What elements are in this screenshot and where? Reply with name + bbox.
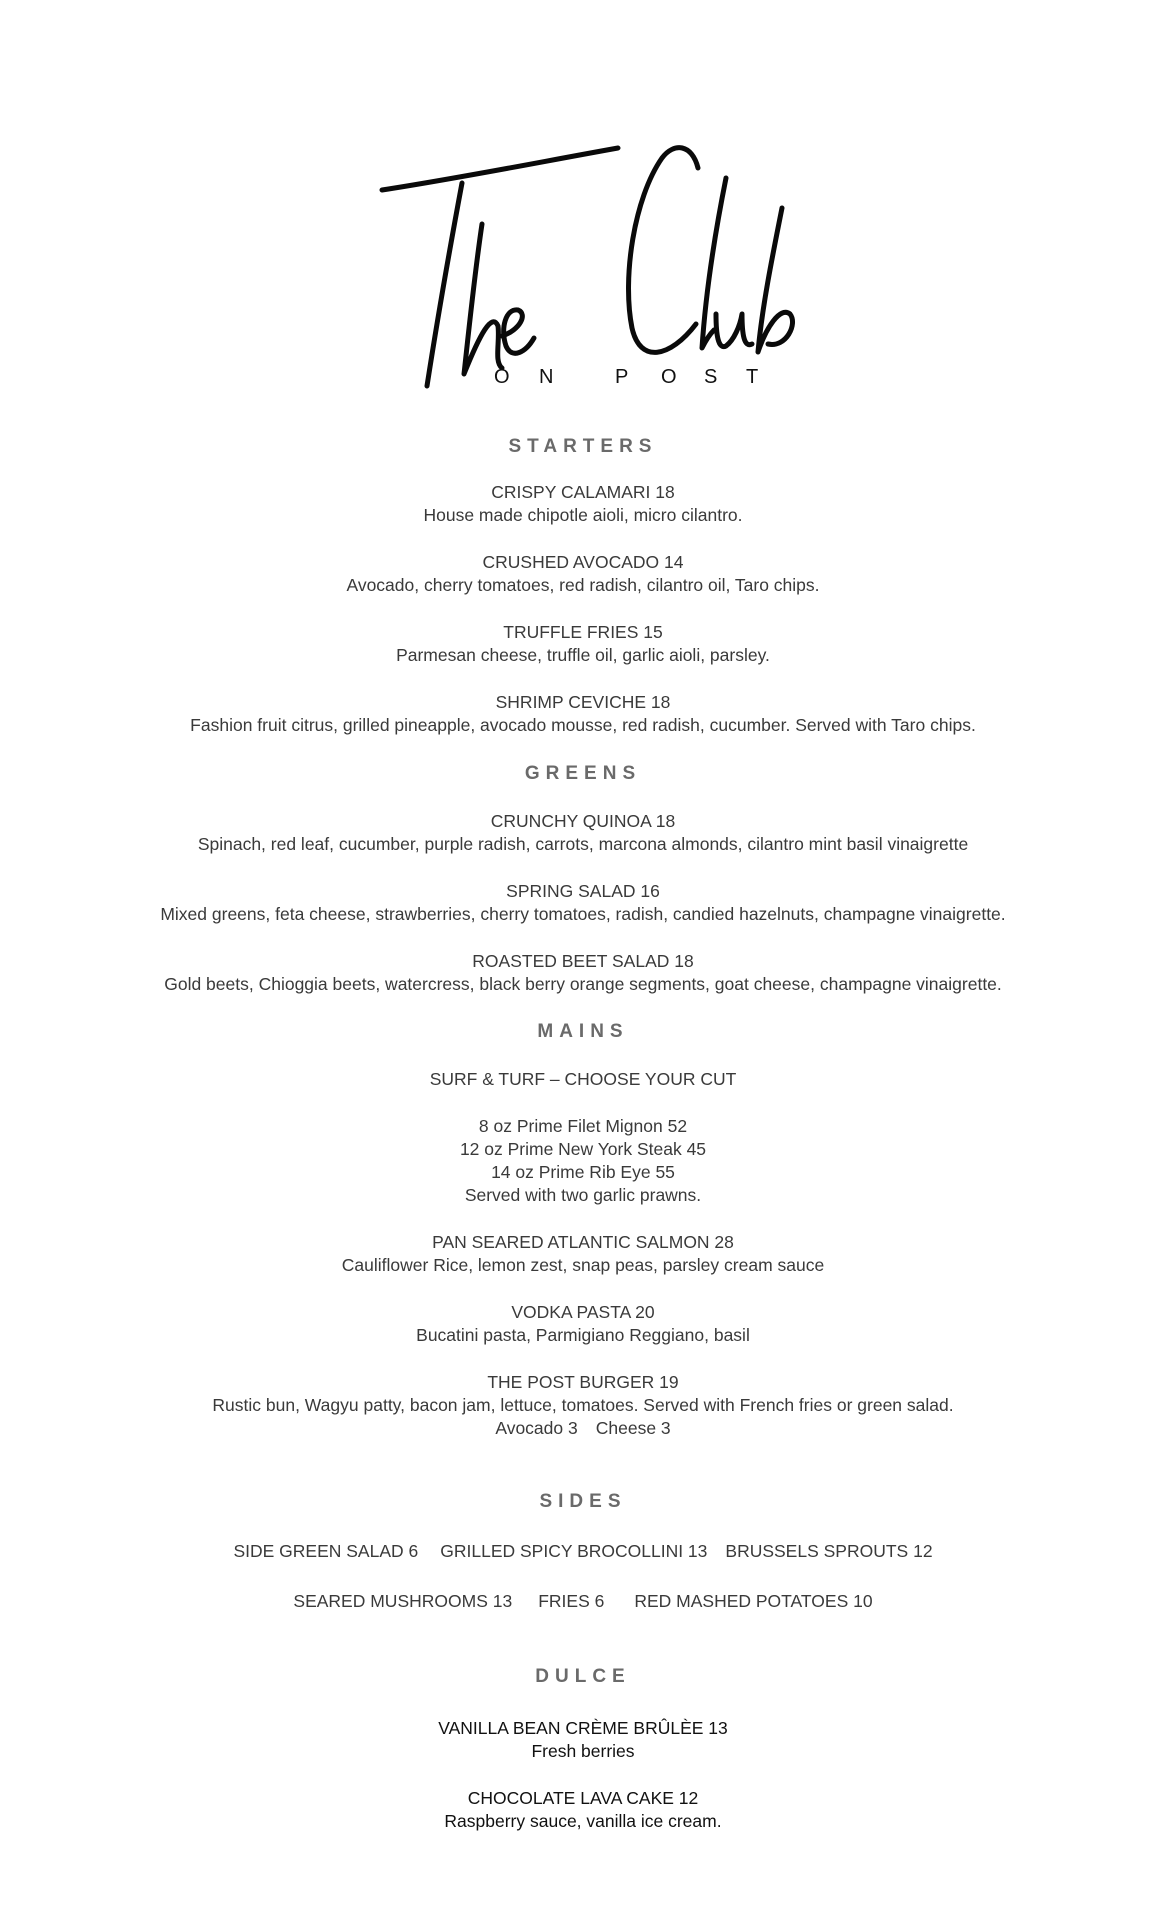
menu-item-description: House made chipotle aioli, micro cilantro. [423, 505, 743, 525]
logo-tagline [490, 366, 790, 396]
menu-item-addons [0, 1417, 1166, 1440]
side-item: GRILLED SPICY BROCOLLINI 13 [440, 1541, 708, 1561]
side-item: RED MASHED POTATOES 10 [634, 1591, 873, 1611]
section-title-mains: MAINS [537, 1021, 629, 1042]
cut-option: 12 oz Prime New York Steak 45 [459, 1139, 707, 1159]
menu-item-name: SURF & TURF – CHOOSE YOUR CUT [429, 1069, 737, 1089]
tagline-letter: O [661, 366, 677, 388]
club-logo [370, 138, 810, 396]
tagline-letter: S [704, 366, 718, 388]
tagline-letter: P [615, 366, 629, 388]
menu-item-description: Cauliflower Rice, lemon zest, snap peas, parsley cream sauce [341, 1255, 825, 1275]
menu-item-name: THE POST BURGER 19 [487, 1372, 679, 1392]
menu-item-description: Spinach, red leaf, cucumber, purple radish, carrots, marcona almonds, cilantro mint basil vinaigrette [197, 834, 969, 854]
side-item: BRUSSELS SPROUTS 12 [725, 1541, 933, 1561]
section-title-starters: STARTERS [508, 436, 658, 457]
menu-item-name: CRUNCHY QUINOA 18 [490, 811, 676, 831]
menu-item-description: Raspberry sauce, vanilla ice cream. [444, 1811, 722, 1831]
addon-cheese: Cheese 3 [595, 1418, 671, 1438]
menu-item-description: Fashion fruit citrus, grilled pineapple, avocado mousse, red radish, cucumber. Served with Taro chips. [190, 715, 976, 735]
menu-item-name: VODKA PASTA 20 [511, 1302, 655, 1322]
tagline-letter: O [494, 366, 510, 388]
menu-item-description: Parmesan cheese, truffle oil, garlic aioli, parsley. [396, 645, 770, 665]
menu-item-name: CRUSHED AVOCADO 14 [482, 552, 684, 572]
menu-item-name: SPRING SALAD 16 [506, 881, 660, 901]
menu-item-description: Fresh berries [531, 1741, 635, 1761]
menu-item-description: Bucatini pasta, Parmigiano Reggiano, basil [416, 1325, 750, 1345]
side-item: SIDE GREEN SALAD 6 [233, 1541, 419, 1561]
cut-option: 14 oz Prime Rib Eye 55 [491, 1162, 675, 1182]
menu-item-name: PAN SEARED ATLANTIC SALMON 28 [432, 1232, 734, 1252]
side-item: SEARED MUSHROOMS 13 [293, 1591, 513, 1611]
sides-row-1 [0, 1541, 1166, 1562]
menu-item-name: TRUFFLE FRIES 15 [503, 622, 663, 642]
addon-avocado: Avocado 3 [495, 1418, 578, 1438]
menu-item-name: SHRIMP CEVICHE 18 [495, 692, 671, 712]
sides-row-2 [0, 1591, 1166, 1612]
menu-item-name: VANILLA BEAN CRÈME BRÛLÈE 13 [438, 1718, 728, 1738]
menu-item-description: Mixed greens, feta cheese, strawberries, cherry tomatoes, radish, candied hazelnuts, champagne vinaigrette. [160, 904, 1006, 924]
section-title-dulce: DULCE [535, 1666, 631, 1687]
tagline-letter: N [539, 366, 554, 388]
menu-item-name: CRISPY CALAMARI 18 [491, 482, 675, 502]
cut-option: 8 oz Prime Filet Mignon 52 [478, 1116, 688, 1136]
menu-item-description: Served with two garlic prawns. [464, 1185, 702, 1205]
club-logo-script [370, 138, 810, 396]
menu-item-name: ROASTED BEET SALAD 18 [472, 951, 694, 971]
side-item: FRIES 6 [538, 1591, 605, 1611]
section-title-greens: GREENS [524, 763, 642, 784]
tagline-letter: T [746, 366, 759, 388]
menu-item-description: Avocado, cherry tomatoes, red radish, cilantro oil, Taro chips. [346, 575, 820, 595]
menu-item-description: Gold beets, Chioggia beets, watercress, black berry orange segments, goat cheese, champagne vinaigrette. [164, 974, 1002, 994]
menu-item-name: CHOCOLATE LAVA CAKE 12 [467, 1788, 699, 1808]
menu-item-description: Rustic bun, Wagyu patty, bacon jam, lettuce, tomatoes. Served with French fries or green salad. [212, 1395, 954, 1415]
section-title-sides: SIDES [539, 1491, 627, 1512]
